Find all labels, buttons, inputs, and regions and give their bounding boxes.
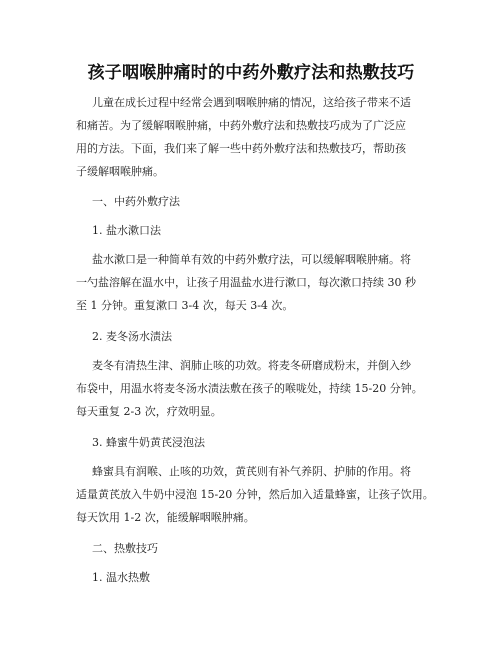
method-1-heading: 1. 盐水漱口法 [92, 224, 161, 237]
method-3-line-3: 每天饮用 1-2 次，能缓解咽喉肿痛。 [76, 511, 255, 524]
method-3-line-1: 蜂蜜具有润喉、止咳的功效，黄芪则有补气养阴、护肺的作用。将 [92, 465, 411, 478]
document-title: 孩子咽喉肿痛时的中药外敷疗法和热敷技巧 [87, 63, 415, 83]
intro-line-1: 儿童在成长过程中经常会遇到咽喉肿痛的情况，这给孩子带来不适 [92, 96, 411, 109]
method-3-heading: 3. 蜂蜜牛奶黄芪浸泡法 [92, 436, 205, 449]
method-2-line-2: 布袋中，用温水将麦冬汤水渍法敷在孩子的喉咙处，持续 15-20 分钟。 [76, 382, 423, 395]
intro-line-4: 子缓解咽喉肿痛。 [76, 165, 164, 178]
section-2-heading: 二、热敷技巧 [92, 542, 158, 555]
intro-line-2: 和痛苦。为了缓解咽喉肿痛，中药外敷疗法和热敷技巧成为了广泛应 [76, 119, 406, 132]
method-1-line-3: 至 1 分钟。重复漱口 3-4 次，每天 3-4 次。 [76, 299, 294, 312]
method-1-line-1: 盐水漱口是一种简单有效的中药外敷疗法，可以缓解咽喉肿痛。将 [92, 253, 411, 266]
intro-line-3: 用的方法。下面，我们来了解一些中药外敷疗法和热敷技巧，帮助孩 [76, 142, 406, 155]
method-2-line-3: 每天重复 2-3 次，疗效明显。 [76, 405, 222, 418]
section-1-heading: 一、中药外敷疗法 [92, 195, 180, 208]
method-1-line-2: 一勺盐溶解在温水中，让孩子用温盐水进行漱口，每次漱口持续 30 秒 [76, 276, 416, 289]
method-2-heading: 2. 麦冬汤水渍法 [92, 330, 172, 343]
hot-1-heading: 1. 温水热敷 [92, 571, 150, 584]
method-3-line-2: 适量黄芪放入牛奶中浸泡 15-20 分钟，然后加入适量蜂蜜，让孩子饮用。 [76, 488, 434, 501]
method-2-line-1: 麦冬有清热生津、润肺止咳的功效。将麦冬研磨成粉末，并倒入纱 [92, 359, 411, 372]
